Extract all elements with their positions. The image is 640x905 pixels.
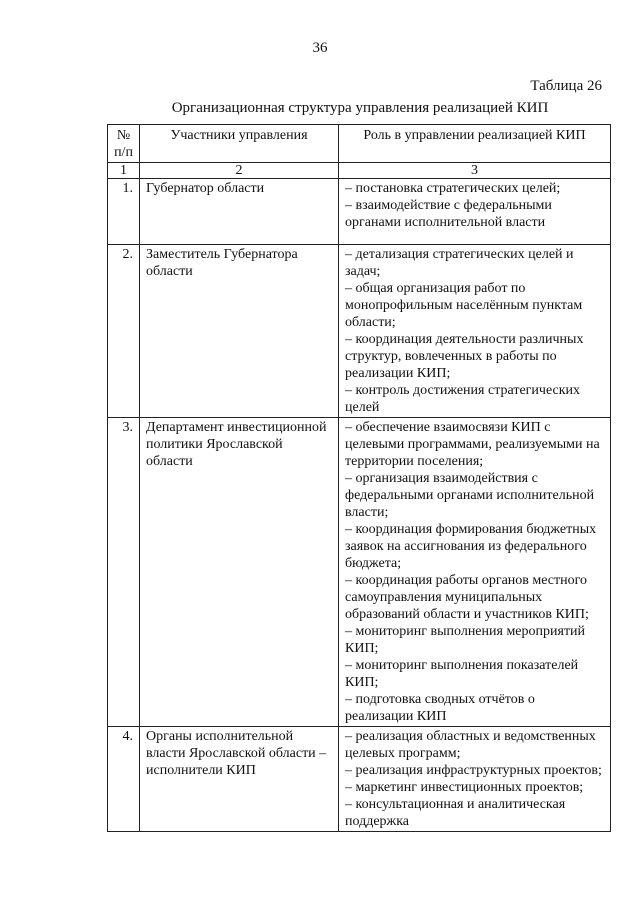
- role-item: – обеспечение взаимосвязи КИП с целевыми программами, реализуемыми на территории поселения;: [345, 420, 600, 469]
- role-item: – взаимодействие с федеральными органами исполнительной власти: [345, 198, 552, 230]
- participant-cell: Органы исполнительной власти Ярославской области – исполнители КИП: [140, 727, 339, 832]
- table-header-row: [108, 125, 611, 163]
- role-item: – консультационная и аналитическая поддержка: [345, 797, 566, 829]
- table-row: [108, 727, 611, 832]
- row-number: 3.: [108, 418, 140, 727]
- table-number: Таблица 26: [530, 78, 602, 94]
- column-index-row: [108, 163, 611, 179]
- role-item: – подготовка сводных отчётов о реализации КИП: [345, 692, 535, 724]
- table-row: [108, 179, 611, 245]
- participant-cell: Губернатор области: [140, 179, 339, 245]
- role-item: – детализация стратегических целей и задач;: [345, 247, 574, 279]
- participant-cell: Заместитель Губернатора области: [140, 245, 339, 418]
- column-index-2: 2: [140, 163, 339, 179]
- role-item: – постановка стратегических целей;: [345, 181, 561, 196]
- role-item: – координация деятельности различных структур, вовлеченных в работы по реализации КИП;: [345, 332, 584, 381]
- column-index-3: 3: [339, 163, 611, 179]
- row-number: 2.: [108, 245, 140, 418]
- header-number-line2: п/п: [114, 145, 133, 160]
- role-item: – координация работы органов местного самоуправления муниципальных образований области и участников КИП;: [345, 573, 589, 622]
- role-cell: [339, 727, 611, 832]
- row-number: 4.: [108, 727, 140, 832]
- structure-table: [107, 124, 611, 832]
- role-item: – контроль достижения стратегических целей: [345, 383, 581, 415]
- role-item: – мониторинг выполнения мероприятий КИП;: [345, 624, 586, 656]
- header-number: [108, 125, 140, 163]
- role-item: – реализация инфраструктурных проектов;: [345, 763, 602, 778]
- role-item: – организация взаимодействия с федеральными органами исполнительной власти;: [345, 471, 595, 520]
- role-item: – реализация областных и ведомственных целевых программ;: [345, 729, 596, 761]
- role-cell: [339, 245, 611, 418]
- role-item: – общая организация работ по монопрофильным населённым пунктам области;: [345, 281, 583, 330]
- table-row: [108, 245, 611, 418]
- role-cell: [339, 179, 611, 245]
- column-index-1: 1: [108, 163, 140, 179]
- table-row: [108, 418, 611, 727]
- participant-cell: Департамент инвестиционной политики Ярославской области: [140, 418, 339, 727]
- header-participants: Участники управления: [140, 125, 339, 163]
- table-title: Организационная структура управления реализацией КИП: [171, 100, 549, 116]
- row-number: 1.: [108, 179, 140, 245]
- role-cell: [339, 418, 611, 727]
- header-role: Роль в управлении реализацией КИП: [339, 125, 611, 163]
- page-number: 36: [312, 40, 328, 56]
- role-item: – маркетинг инвестиционных проектов;: [345, 780, 584, 795]
- role-item: – мониторинг выполнения показателей КИП;: [345, 658, 579, 690]
- header-number-line1: №: [116, 128, 131, 143]
- role-item: – координация формирования бюджетных заявок на ассигнования из федерального бюджета;: [345, 522, 597, 571]
